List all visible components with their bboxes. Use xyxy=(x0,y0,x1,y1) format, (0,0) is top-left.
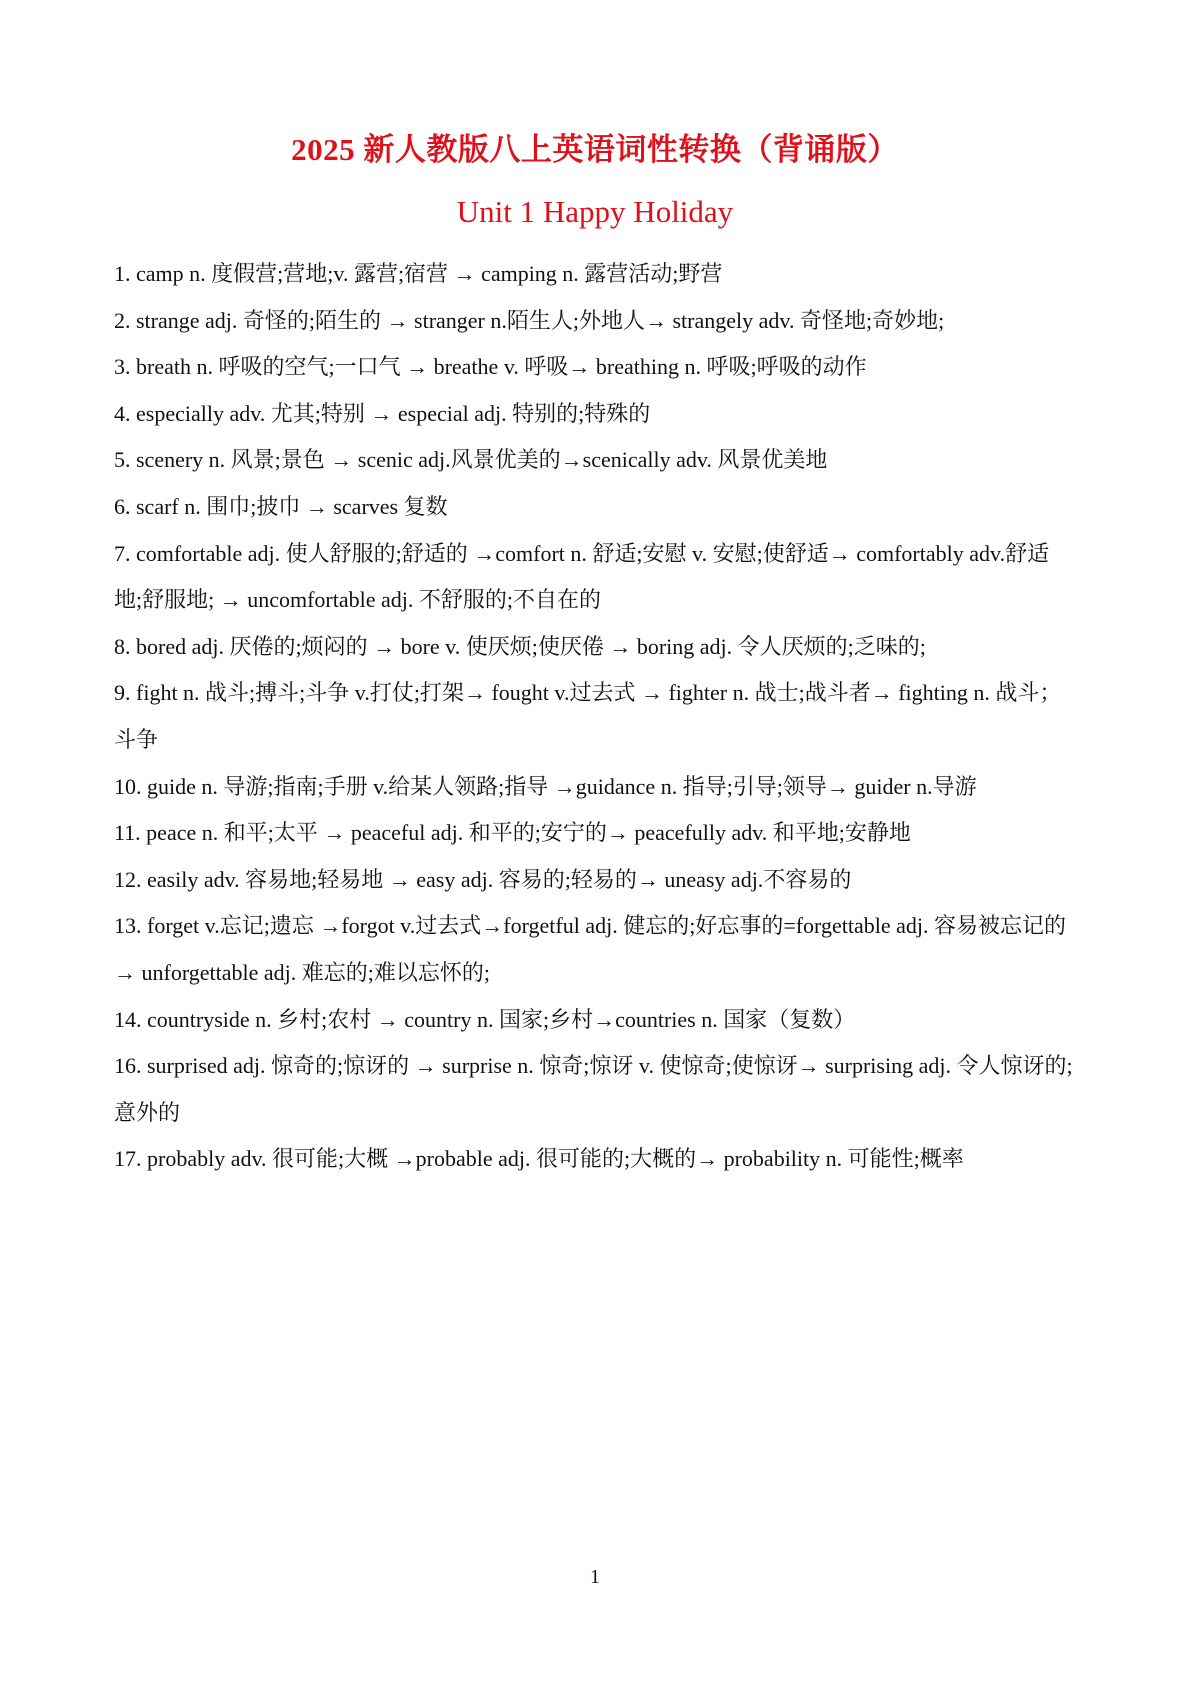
unit-title: Unit 1 Happy Holiday xyxy=(456,194,734,229)
document-title: 2025 新人教版八上英语词性转换（背诵版） xyxy=(291,132,899,167)
vocabulary-entry: 9. fight n. 战斗;搏斗;斗争 v.打仗;打架→ fought v.过去式 → fighter n. 战士;战斗者→ fighting n. 战斗；斗争 xyxy=(114,680,1062,752)
vocabulary-entry: 14. countryside n. 乡村;农村 → country n. 国家;乡村→countries n. 国家（复数） xyxy=(114,1006,856,1032)
vocabulary-entry: 17. probably adv. 很可能;大概 →probable adj. 很可能的;大概的→ probability n. 可能性;概率 xyxy=(114,1146,964,1172)
vocabulary-entry: 12. easily adv. 容易地;轻易地 → easy adj. 容易的;轻易的→ uneasy adj.不容易的 xyxy=(114,866,852,892)
vocabulary-entry: 4. especially adv. 尤其;特别 → especial adj. 特别的;特殊的 xyxy=(114,400,651,426)
vocabulary-entry: 2. strange adj. 奇怪的;陌生的 → stranger n.陌生人;外地人→ strangely adv. 奇怪地;奇妙地; xyxy=(114,307,945,333)
vocabulary-list xyxy=(114,251,1076,1183)
vocabulary-entry: 8. bored adj. 厌倦的;烦闷的 → bore v. 使厌烦;使厌倦 → boring adj. 令人厌烦的;乏味的; xyxy=(114,633,926,659)
page-number: 1 xyxy=(590,1566,600,1588)
vocabulary-entry: 7. comfortable adj. 使人舒服的;舒适的 →comfort n. 舒适;安慰 v. 安慰;使舒适→ comfortably adv.舒适地;舒服地; → uncomfortable adj. 不舒服的;不自在的 xyxy=(114,540,1050,613)
vocabulary-entry: 3. breath n. 呼吸的空气;一口气 → breathe v. 呼吸→ breathing n. 呼吸;呼吸的动作 xyxy=(114,354,867,380)
vocabulary-entry: 13. forget v.忘记;遗忘 →forgot v.过去式→forgetful adj. 健忘的;好忘事的=forgettable adj. 容易被忘记的 → unforgettable adj. 难忘的;难以忘怀的; xyxy=(114,913,1066,985)
vocabulary-entry: 1. camp n. 度假营;营地;v. 露营;宿营 → camping n. 露营活动;野营 xyxy=(114,261,723,286)
vocabulary-entry: 11. peace n. 和平;太平 → peaceful adj. 和平的;安宁的→ peacefully adv. 和平地;安静地 xyxy=(114,820,911,846)
vocabulary-entry: 10. guide n. 导游;指南;手册 v.给某人领路;指导 →guidance n. 指导;引导;领导→ guider n.导游 xyxy=(114,773,977,799)
vocabulary-entry: 6. scarf n. 围巾;披巾 → scarves 复数 xyxy=(114,493,448,519)
vocabulary-entry: 16. surprised adj. 惊奇的;惊讶的 → surprise n. 惊奇;惊讶 v. 使惊奇;使惊讶→ surprising adj. 令人惊讶的;意外的 xyxy=(114,1053,1073,1125)
vocabulary-entry: 5. scenery n. 风景;景色 → scenic adj.风景优美的→scenically adv. 风景优美地 xyxy=(114,447,828,473)
